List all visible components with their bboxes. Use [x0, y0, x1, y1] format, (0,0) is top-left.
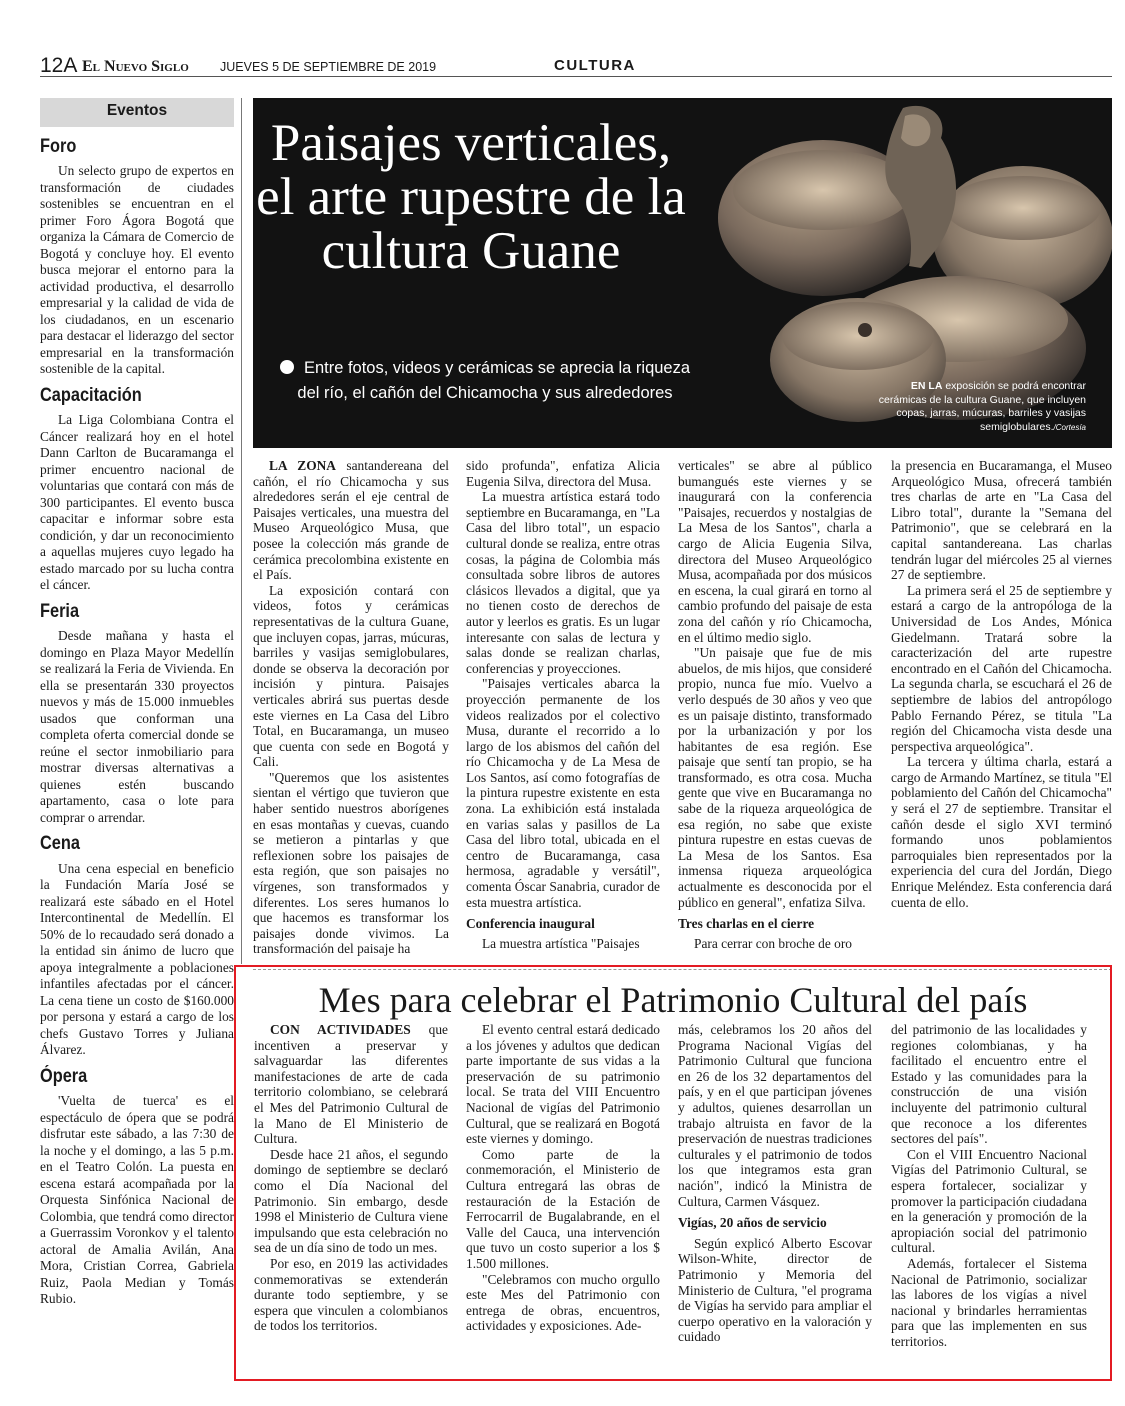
article-paragraph: del patrimonio de las localidades y regiones colombianas, y ha facilitado el encuentro entre el Estado y las comunidades para la construcción de una visión incluyente del patrimonio cultural que reconoce a los diferentes sectores del país".: [891, 1022, 1087, 1147]
feature-block: [253, 98, 1112, 448]
feature-deck: [275, 356, 695, 406]
article-paragraph: La primera será el 25 de septiembre y estará a cargo de la antropóloga de la Universidad de Los Andes, Mónica Giedelmann. Tratará sobre la caracterización del arte rupestre encontrado en el Cañón del Chicamocha. La segunda charla, se escuchará el 26 de septiembre de labios del antropólogo Pablo Fernando Pérez, se titula "La región del Chicamocha vista desde una perspectiva arqueológica".: [891, 582, 1112, 754]
article-column: [466, 458, 660, 961]
box-article-column: [466, 1022, 660, 1352]
box-article-column: [254, 1022, 448, 1352]
event-heading: Capacitación: [40, 384, 142, 406]
event-text: Una cena especial en beneficio la Fundación María José se realizará este sábado en el Hotel Intercontinental de Medellín. El 50% de lo recaudado será donado a la entidad sin ánimo de lucro que apoya integralmente a poblaciones infantiles afectadas por el cáncer. La cena tiene un costo de $160.000 por persona y estará a cargo de los chefs Gustavo Torres y Juliana Álvarez.: [40, 860, 234, 1057]
article-column: [678, 458, 872, 961]
article-paragraph: Como parte de la conmemoración, el Ministerio de Cultura entregará las obras de restauración de la Estación de Ferrocarril de Bugalabrande, en el Valle del Cauca, una intervención que tuvo un costo superior a los $ 1.500 millones.: [466, 1146, 660, 1271]
article-column: [253, 458, 449, 961]
photo-caption: [871, 380, 1086, 434]
event-text: La Liga Colombiana Contra el Cáncer realizará hoy en el hotel Dann Carlton de Bucaramanga el primer encuentro nacional de voluntarias que contará con más de 300 participantes. El evento busca capacitar e informar sobre esta condición, y dar un reconocimiento a aquellas mujeres cuyo legado ha estado marcado por su lucha contra el cáncer.: [40, 412, 234, 592]
article-paragraph: El evento central estará dedicado a los jóvenes y adultos que dedican parte importante de sus vidas a la preservación de su patrimonio local. Se trata del VIII Encuentro Nacional de vigías del Patrimonio Cultural, que se realizará en Bogotá este viernes y domingo.: [466, 1022, 660, 1147]
article-paragraph: "Paisajes verticales abarca la proyección permanente de los videos realizados por el colectivo Musa, durante el recorrido a lo largo de los abismos del cañón del río Chicamocha y de La Mesa de Los Santos, así como fotografías de la pintura rupestre existente en esta zona. La exhibición está instalada en varias salas y pasillos de La Casa del libro total, ubicada en el centro de Bucaramanga, casa hermosa, agradable y versátil", comenta Óscar Sanabria, curador de esta muestra artística.: [466, 676, 660, 910]
article-paragraph: [253, 458, 449, 583]
photo-credit: /Cortesía: [1053, 422, 1086, 432]
event-heading: Ópera: [40, 1065, 88, 1087]
article-paragraph: "Queremos que los asistentes sientan el vértigo que tuvieron que haber sentido nuestros aborígenes en esas montañas y cuevas, cuando se metieron a pintarlas y que reflexionen sobre los paisajes de esta región, que son paisajes no vírgenes, son transformados y diferentes. Los seres humanos lo que hacemos es transformar los paisajes donde vivimos. La transformación del paisaje ha: [253, 769, 449, 957]
events-header: Eventos: [40, 98, 234, 127]
page-number: 12A: [40, 54, 78, 77]
article-lead: CON ACTIVIDADES: [270, 1022, 411, 1037]
event-text: Desde mañana y hasta el domingo en Plaza Mayor Medellín se realizará la Feria de Vivienda. En ella se presentarán 330 proyectos nuevos y más de 15.000 inmuebles usados que conforman una completa oferta comercial donde se reúne el sector inmobiliario para mostrar diversas alternativas a quienes estén buscando apartamento, casa o lote para comprar o arrendar.: [40, 628, 234, 825]
box-article-column: [678, 1022, 872, 1352]
article-paragraph: "Celebramos con mucho orgullo este Mes del Patrimonio con entrega de obras, encuentros, actividades y exposiciones. Ade-: [466, 1271, 660, 1334]
masthead: [40, 54, 1112, 77]
event-text: Un selecto grupo de expertos en transformación de ciudades sostenibles se encuentran en el primer Foro Ágora Bogotá que organiza la Cámara de Comercio de Bogotá y concluye hoy. El evento busca mejorar el entorno para la actividad productiva, el desarrollo empresarial y la calidad de vida de los ciudadanos, en un escenario para destacar el liderazgo del sector empresarial en la transformación sostenible de la capital.: [40, 163, 234, 376]
article-paragraph: La exposición contará con videos, fotos y cerámicas representativas de la cultura Guane, que incluyen copas, jarras, múcuras, barriles y vasijas semiglobulares, donde se observa la decoración por incisión y pintura. Paisajes verticales abrirá sus puertas desde este viernes en La Casa del Libro Total, en Bucaramanga, un museo que cuenta con sede en Bogotá y Cali.: [253, 582, 449, 770]
article-paragraph: verticales" se abre al público bumangués este viernes y se inaugurará con la conferencia "Paisajes, recuerdos y nostalgias de La Mesa de los Santos", charla a cargo de Alicia Eugenia Silva, directora del Museo Arqueológico Musa, acompañada por dos músicos en escena, la cual girará en torno al cambio profundo del paisaje de esta zona del cañón y río Chicamocha, en el último medio siglo.: [678, 458, 872, 645]
article-paragraph: Por eso, en 2019 las actividades conmemorativas se extenderán durante todo septiembre, y se espera que vinculen a colombianos de todos los territorios.: [254, 1255, 448, 1334]
article-paragraph: Además, fortalecer el Sistema Nacional de Patrimonio, socializar las labores de los vigías a nivel nacional y brindarles herramientas para que las implementen en sus territorios.: [891, 1255, 1087, 1349]
article-paragraph: La tercera y última charla, estará a cargo de Armando Martínez, se titula "El poblamiento del Cañón del Chicamocha" y será el 27 de septiembre. Transitar el cañón desde el siglo XVI terminó formando unos poblamientos parroquiales bien representados por la experiencia del cura del Jordán, Diego Enrique Meléndez. Esta conferencia dará cuenta de ello.: [891, 754, 1112, 910]
photo-caption-text: exposición se podrá encontrar cerámicas de la cultura Guane, que incluyen copas, jarras, múcuras, barriles y vasijas semiglobulares.: [878, 380, 1086, 433]
article-paragraph: Con el VIII Encuentro Nacional Vigías del Patrimonio Cultural, se espera fortalecer, socializar y promover la participación ciudadana en la generación y promoción de la apropiación social del patrimonio cultural.: [891, 1146, 1087, 1256]
article-subhead: Conferencia inaugural: [466, 916, 595, 932]
article-paragraph: Para cerrar con broche de oro: [694, 935, 852, 951]
event-heading: Cena: [40, 833, 80, 854]
event-text: 'Vuelta de tuerca' es el espectáculo de ópera que se podrá disfrutar este sábado, a las 7:30 de la noche y el domingo, a las 5 p.m. en el Teatro Colón. La puesta en escena estará acompañada por la Orquesta Sinfónica Nacional de Colombia, que tendrá como director a Guerrassim Voronkov y el talento actoral de Amalia Avilán, Ana Mora, Cristian Correa, Gabriela Ruiz, Paola Median y Tomás Rubio.: [40, 1093, 234, 1306]
section-name: CULTURA: [554, 57, 636, 74]
article-paragraph: la presencia en Bucaramanga, el Museo Arqueológico Musa, ofrecerá también tres charlas de arte en "La Casa del Libro total", durante la "Semana del Patrimonio", que se celebrará en la capital santandereana. Las charlas tendrán lugar del miércoles 25 al viernes 27 de septiembre.: [891, 458, 1112, 583]
article-paragraph: Según explicó Alberto Escovar Wilson-White, director de Patrimonio y Memoria del Ministerio de Cultura, "el programa de Vigías ha servido para ampliar el cuerpo operativo en la valoración y cuidado: [678, 1235, 872, 1345]
article-lead-text: santandereana del cañón, el río Chicamocha y sus alrededores serán el eje central de Paisajes verticales, una muestra del Museo Arqueológico Musa, que posee la colección más grande de cerámica precolombina existente en el País.: [253, 458, 449, 583]
article-subhead: Vigías, 20 años de servicio: [678, 1215, 827, 1231]
event-heading: Foro: [40, 135, 77, 157]
photo-caption-lead: EN LA: [910, 380, 943, 392]
article-subhead: Tres charlas en el cierre: [678, 916, 815, 932]
feature-title: Paisajes verticales, el arte rupestre de la cultura Guane: [256, 114, 686, 280]
article-paragraph: La muestra artística "Paisajes: [482, 935, 640, 951]
paper-name: El Nuevo Siglo: [82, 58, 189, 75]
events-sidebar: [40, 98, 234, 1350]
article-paragraph: Desde hace 21 años, el segundo domingo de septiembre se declaró como el Día Nacional del Patrimonio. Sin embargo, desde 1998 el Ministerio de Cultura viene impulsando que esta celebración no sea de un día sino de todo un mes.: [254, 1146, 448, 1256]
bullet-icon: [280, 360, 294, 374]
box-headline: Mes para celebrar el Patrimonio Cultural del país: [318, 980, 1028, 1020]
article-paragraph: sido profunda", enfatiza Alicia Eugenia Silva, directora del Musa.: [466, 458, 660, 489]
article-lead-text: que incentiven a preservar y salvaguardar las diferentes manifestaciones de arte de cada territorio colombiano, se celebrará el Mes del Patrimonio Cultural de la Mano de El Ministerio de Cultura.: [254, 1022, 448, 1147]
feature-deck-text: Entre fotos, videos y cerámicas se aprecia la riqueza del río, el cañón del Chicamocha y sus alrededores: [297, 359, 691, 402]
event-heading: Feria: [40, 600, 80, 622]
article-lead: LA ZONA: [269, 458, 336, 473]
article-column: [891, 458, 1112, 961]
article-paragraph: [254, 1022, 448, 1147]
article-paragraph: La muestra artística estará todo septiembre en Bucaramanga, en "La Casa del libro total", un espacio cultural donde se realiza, entre otras cosas, la página de Colombia más consultada sobre libros de autores clásicos llevados a digital, que ya no tienen costo de derechos de autor y leerlos es gratis. Es un lugar interesante con salas de lectura y salas donde se realizan charlas, conferencias y proyecciones.: [466, 489, 660, 676]
box-article-column: [891, 1022, 1087, 1352]
column-rule: [241, 98, 242, 964]
article-paragraph: más, celebramos los 20 años del Programa Nacional Vigías del Patrimonio Cultural que funciona en 26 de los 32 departamentos del país, y en el que participan jóvenes y adultos, quienes desarrollan un trabajo altruista en favor de la preservación de nuestras tradiciones culturales y el patrimonio de todos los que integramos esta gran nación", indicó la Ministra de Cultura, Carmen Vásquez.: [678, 1022, 872, 1209]
issue-date: JUEVES 5 DE SEPTIEMBRE DE 2019: [220, 60, 437, 74]
article-paragraph: "Un paisaje que fue de mis abuelos, de mis hijos, que consideré propio, nunca fue mío. Vuelvo a verlo después de 30 años y veo que es un paisaje distinto, transformado por la urbanización y por los habitantes de esa región. Ese paisaje que sentí tan propio, se ha transformado, es otra cosa. Mucha gente que vive en Bucaramanga no sabe de la riqueza arqueológica de esa región, no sabe que existe pintura rupestre en estas cuevas de La Mesa de los Santos. Esa inmensa riqueza arqueológica actualmente es desconocida por el público en general", enfatiza Silva.: [678, 645, 872, 910]
